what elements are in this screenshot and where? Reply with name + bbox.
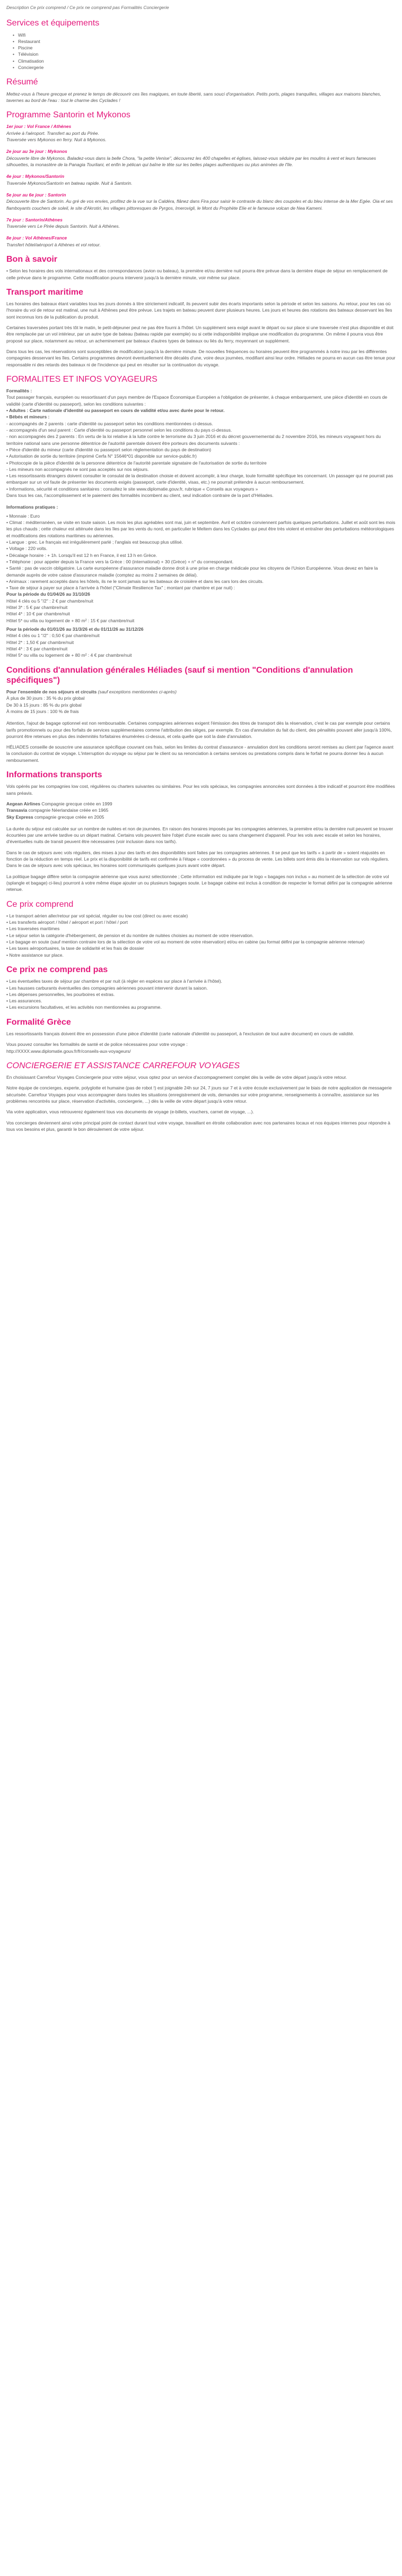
- day-text: Découverte libre de Mykonos. Baladez-vous dans la belle Chora, "la petite Venise", découvrez les 400 chapelles et églises, laissez-vous séduire par les moulins à vent et leurs fameuses silhouettes, la monastère de la Panagia Tourliani, et enfin le pélican qui baîne le tête sur les belles plages authentiques ou plus animées de l'île.: [6, 155, 376, 167]
- page-content: [0, 0, 402, 1142]
- resume-text: Mettez-vous à l'heure grecque et prenez le temps de découvrir ces îles magiques, en toute liberté, sans souci d'organisation. Petits ports, plages tranquilles, villages aux maisons blanches, tavernes au bord de l'eau : tout le charme des Cyclades !: [6, 91, 381, 103]
- resume-title: Résumé: [6, 78, 38, 87]
- info-line: • Voltage : 220 volts.: [6, 546, 48, 552]
- programme-day: [6, 148, 396, 168]
- formalites-line: • Les ressortissants étrangers doivent consulter le consulat de la destination choisie et doivent accomplir, à leur charge, toute formalité spécifique les concernant. Un passager qui ne pourrait pas embarquer sur un vol faute de présenter les documents exigés (passeport, carte d'identité, visas, etc.) ne pourrait prétendre à aucun remboursement.: [6, 473, 394, 485]
- airline-item: Aegean Airlines Compagnie grecque créée en 1999: [6, 801, 112, 806]
- ne-comprend-item: • Les éventuelles taxes de séjour par chambre et par nuit (à régler en espèces sur place à l'arrivée à l'hôtel).: [6, 978, 222, 984]
- formalites-line: • Bébés et mineurs :: [6, 414, 50, 420]
- transport-info-intro: Vols opérés par les compagnies low cost, régulières ou charters suivantes ou similaires. Pour les vols spéciaux, les compagnies annoncées sont données à titre indicatif et pourront être modifiées sans préavis.: [6, 784, 395, 796]
- comprend-item: • Le séjour selon la catégorie d'hébergement, de pension et du nombre de nuitées choisies au moment de votre réservation.: [6, 932, 254, 938]
- formalites-subtitle: Formalités :: [6, 388, 32, 394]
- programme-day: [6, 173, 396, 186]
- programme-title: Programme Santorin et Mykonos: [6, 110, 130, 120]
- formalites-line: • Adultes : Carte nationale d'identité ou passeport en cours de validité et/ou avec durée pour le retour.: [6, 408, 225, 413]
- formalites-line: • Informations, sécurité et conditions sanitaires : consultez le site www.diplomatie.gouv.fr, rubrique « Conseils aux voyageurs »: [6, 486, 258, 492]
- day-title: 8e jour : Vol Athènes/France: [6, 235, 67, 241]
- annulation-conditions: [6, 689, 396, 715]
- prix-comprend-list: [6, 913, 396, 958]
- formalites-line: • Autorisation de sortie du territoire (imprimé Cerfa N° 15646*01 disponible sur service-public.fr): [6, 453, 197, 459]
- airline-item: Sky Express compagnie grecque créée en 2005: [6, 814, 104, 820]
- bullet-icon: •: [13, 51, 14, 57]
- info-pratiques-title: Informations pratiques :: [6, 504, 58, 510]
- service-item: • Télévision: [13, 51, 39, 57]
- formalite-grece-text: Les ressortissants français doivent être en possession d'une pièce d'identité (carte nationale d'identité ou passeport, à l'exclusion de tout autre document) en cours de validité.: [6, 1031, 354, 1036]
- programme-day: [6, 217, 396, 230]
- info-line: • Langue : grec. Le français est irrégulièrement parlé ; l'anglais est beaucoup plus utilisé.: [6, 539, 183, 545]
- day-title: 4e jour : Mykonos/Santorin: [6, 174, 65, 179]
- annulation-intro-suffix: (sauf exceptions mentionnées ci-après): [97, 689, 177, 694]
- formalites-line: - Les mineurs non accompagnés ne sont pas acceptés sur nos séjours.: [6, 466, 149, 472]
- day-title: 5e jour au 6e jour : Santorin: [6, 192, 66, 198]
- conciergerie-paragraph: Via votre application, vous retrouverez également tous vos documents de voyage (e-billets, vouchers, carnet de voyage, ...).: [6, 1109, 254, 1115]
- formalite-grece-title: Formalité Grèce: [6, 1017, 71, 1027]
- bon-savoir-title: Bon à savoir: [6, 255, 58, 264]
- day-title: 1er jour : Vol France / Athènes: [6, 124, 72, 130]
- formalites-line: Tout passager français, européen ou ressortissant d'un pays membre de l'Espace Économique Européen a l'obligation de présenter, à chaque embarquement, une pièce d'identité en cours de validité (carte d'identité ou passeport), selon les conditions suivantes :: [6, 394, 388, 407]
- tax-rate: Hôtel 4 clés ou 1 "/2" : 0,50 € par chambre/nuit: [6, 633, 100, 639]
- bullet-icon: •: [13, 58, 14, 64]
- conciergerie-paragraph: En choisissant Carrefour Voyages Conciergerie pour votre séjour, vous optez pour un service d'accompagnement complet dès la veille de votre départ jusqu'à votre retour.: [6, 1075, 347, 1080]
- comprend-item: • Notre assistance sur place.: [6, 952, 64, 958]
- prix-ne-comprend-title: Ce prix ne comprend pas: [6, 965, 108, 974]
- day-title: 2e jour au 3e jour : Mykonos: [6, 149, 67, 154]
- transport-info-paragraph: La durée du séjour est calculée sur un nombre de nuitées et non de journées. En raison des horaires imposés par les compagnies aériennes, la première et/ou la dernière nuit peuvent se trouver écourtées par une arrivée tardive ou un départ matinal. Certains vols peuvent faire l'objet d'une escale avec ou sans changement d'appareil. Pour les vols avec escale et selon les horaires, d'éventuelles nuits de transit peuvent être nécessaires (voir inclusion dans nos tarifs).: [6, 826, 394, 845]
- transport-info-paragraph: La politique bagage diffère selon la compagnie aérienne que vous aurez sélectionnée ; Cette information est indiquée par le logo « bagages non inclus » au moment de la sélection de votre vol (splangle et bagage) ci-lieu) pourront à votre même étape ajouter un ou plusieurs bagages soute. Le bagage cabine est inclus à condition de respecter le format défini par la compagnie aérienne retenue.: [6, 873, 392, 892]
- formalites-line: Dans tous les cas, l'accomplissement et le paiement des formalités incombent au client, seul indication contraire de la part d'Héliades.: [6, 493, 274, 499]
- airline-item: Transavia compagnie Néerlandaise créée en 1965: [6, 808, 109, 813]
- tax-period: Pour la période du 01/04/26 au 31/10/26: [6, 591, 90, 597]
- transport-info-paragraph: Dans le cas de séjours avec vols réguliers, des mises à jour des tarifs et des disponibilités sont faites par les compagnies aériennes. Il se peut que les tarifs « à partir de » soient réajustés en fonction de la réduction en temps réel. Le prix et la disponibilité de tarifs est confirmée à l'étape « coordonnées » du process de vente. Les billets sont émis dès la réservation sur vols réguliers. Dans le cas de séjours avec vols spéciaux, les horaires sont communiqués quelques jours avant votre départ.: [6, 849, 389, 869]
- formalites-line: - accompagnés de 2 parents : carte d'identité ou passeport selon les conditions mentionnées ci-dessus.: [6, 420, 213, 426]
- programme-day: [6, 235, 396, 248]
- ne-comprend-item: • Les hausses carburants éventuelles des compagnies aériennes pouvant intervenir durant la saison.: [6, 985, 208, 991]
- info-line: • Téléphone : pour appeler depuis la France vers la Grèce : 00 (international) + 30 (Grèce) + n° du correspondant.: [6, 559, 234, 564]
- tax-line: • Taxe de séjour à payer sur place à l'arrivée à l'hôtel ("Climate Resilience Tax" ; montant par chambre et par nuit) :: [6, 585, 235, 591]
- tax-rate: Hôtel 3* : 5 € par chambre/nuit: [6, 605, 68, 611]
- services-list: [6, 32, 396, 71]
- bullet-icon: •: [13, 38, 14, 44]
- service-item: • Climatisation: [13, 58, 44, 64]
- day-text: Découverte libre de Santorin. Au gré de vos envies, profitez de la vue sur la Caldéra, flânez dans Fira pour saisir le contraste du blanc des coupoles et du bleu intense de la Mer Egée. Oia et ses flamboyants couchers de soleil, le site d'Akrotiri, les villages pittoresques de Pyrgos, Imerovigli, le Mont du Prophète Elie et le fameuse volcan de Nea Kameni.: [6, 199, 393, 211]
- tax-rate: Hôtel 5* ou villa ou logement de + 80 m² : 4 € par chambre/nuit: [6, 652, 132, 658]
- formalites-title: FORMALITES ET INFOS VOYAGEURS: [6, 374, 158, 384]
- tax-rate: Hôtel 4 clés ou 5 "/2" : 2 € par chambre/nuit: [6, 598, 93, 604]
- annulation-title: Conditions d'annulation générales Héliades (sauf si mention "Conditions d'annulation spécifiques"): [6, 665, 353, 685]
- info-line: • Santé : pas de vaccin obligatoire. La carte européenne d'assurance maladie donne droit à une prise en charge médicale pour les citoyens de l'Union Européenne. Vous devez en faire la demande auprès de votre caisse d'assurance maladie (comptez au moins 2 semaines de délai).: [6, 565, 378, 578]
- tax-rate: Hôtel 5* ou villa ou logement de + 80 m² : 15 € par chambre/nuit: [6, 617, 135, 623]
- tax-rate: Hôtel 2* : 1,50 € par chambre/nuit: [6, 639, 74, 645]
- comprend-item: • Le transport aérien aller/retour par vol spécial, régulier ou low cost (direct ou avec escale): [6, 913, 188, 918]
- day-text: Arrivée à l'aéroport. Transfert au port du Pirée. Traversée vers Mykonos en ferry. Nuit à Mykonos.: [6, 130, 107, 142]
- formalites-line: • Photocopie de la pièce d'identité de la personne détentrice de l'autorité parentale signataire de l'autorisation de sortie du territoire: [6, 460, 267, 466]
- annulation-intro: Pour l'ensemble de nos séjours et circuits: [6, 689, 97, 694]
- day-text: Transfert hôtel/aéroport à Athènes et vol retour.: [6, 242, 101, 247]
- bon-savoir-text: • Selon les horaires des vols internationaux et des correspondances (avion ou bateau), la première et/ou dernière nuit pourra être prévue dans la dernière étape de séjour en remplacement de celle prévue dans le programme. Cette modification pourra intervenir jusqu'à la dernière minute, voir même sur place.: [6, 268, 388, 280]
- tab-description-line: Description Ce prix comprend / Ce prix ne comprend pas Formalités Conciergerie: [6, 5, 169, 10]
- transport-maritime-title: Transport maritime: [6, 287, 83, 297]
- transport-paragraph: Les horaires des bateaux étant variables tous les jours donnés à titre strictement indicatif, ils peuvent subir des écarts importants selon la période et selon les saisons. Au retour, pour les cas où l'horaire du vol de retour est matinal, une nuit à Athènes peut être prévue. Les trajets en bateau peuvent durer plusieurs heures. Les jours et heures des rotations des bateaux desservant les îles sont inconnus lors de la publication du produit.: [6, 301, 392, 320]
- annulation-line: De 30 à 15 jours : 85 % du prix global: [6, 702, 82, 708]
- comprend-item: • Les transferts aéroport / hôtel / aéroport et port / hôtel / port: [6, 920, 128, 925]
- bullet-icon: •: [13, 65, 14, 71]
- programme-day: [6, 123, 396, 143]
- transport-paragraph: Dans tous les cas, les réservations sont susceptibles de modification jusqu'à la dernière minute. De nouvelles fréquences ou horaires peuvent être programmés à notre insu par les différentes compagnies desservant les îles. Certains programmes devront éventuellement être décalés d'une, voire deux journées, modifiant ainsi leur ordre. Héliades ne pourra en aucun cas être tenue pour responsable ni des retards des bateaux ni de l'incidence qui peut en résulter sur la continuation du voyage.: [6, 348, 396, 367]
- services-title: Services et équipements: [6, 19, 100, 28]
- annulation-paragraph: Attention, l'ajout de bagage optionnel est non remboursable. Certaines compagnies aériennes exigent l'émission des titres de transport dès la réservation, c'est le cas par exemple pour certains tarifs promotionnels ou pour des forfaits de services supplémentaires comme l'attribution des sièges, par exemple. En cas d'annulation du fait du client, des pénalités pouvant aller jusqu'à 100%, pourront être retenues en plus des indemnités forfaitaires énumérées ci-dessus, et cela quelle que soit la date d'annulation.: [6, 720, 392, 739]
- info-line: • Décalage horaire : + 1h. Lorsqu'il est 12 h en France, il est 13 h en Grèce.: [6, 552, 158, 558]
- annulation-line: À moins de 15 jours : 100 % de frais: [6, 708, 79, 714]
- ne-comprend-item: • Les assurances.: [6, 998, 42, 1004]
- ne-comprend-item: • Les dépenses personnelles, les pourboires et extras.: [6, 991, 115, 997]
- programme-day: [6, 192, 396, 211]
- diplomatie-link[interactable]: http://XXXX.www.diplomatie.gouv.fr/fr/conseils-aux-voyageurs/: [6, 1048, 131, 1054]
- formalites-line: - accompagnés d'un seul parent : Carte d'identité ou passeport personnel selon les conditions du pays ci-dessus.: [6, 427, 232, 433]
- formalites-line: • Pièce d'identité du mineur (carte d'identité ou passeport selon réglementation du pays de destination): [6, 446, 212, 452]
- annulation-paragraph: HÉLIADES conseille de souscrire une assurance spécifique couvrant ces frais, selon les limites du contrat d'assurance - annulation dont les conditions seront remises au client par l'agence avant la conclusion du contrat de voyage. L'interruption du voyage ou séjour par le client ou sa renonciation à certains services ou prestations compris dans le forfait ne pourra donner lieu à aucun remboursement.: [6, 744, 394, 763]
- annulation-line: À plus de 30 jours : 35 % du prix global: [6, 695, 85, 701]
- service-item: • Restaurant: [13, 38, 40, 44]
- conciergerie-paragraph: Notre équipe de concierges, experte, polyglotte et humaine (pas de robot !) est joignable 24h sur 24, 7 jours sur 7 et à votre écoute exclusivement par le biais de notre application de messagerie sécurisée. Carrefour Voyages pour vous accompagner dans toutes les situations (enregistrement de vols, demandes sur votre programme, renseignements à connaître, assistance sur les problèmes rencontrés sur place, réservation d'activités, conciergerie, ...) dès la veille de votre départ jusqu'à votre retour.: [6, 1085, 392, 1104]
- tax-rate: Hôtel 4* : 3 € par chambre/nuit: [6, 646, 68, 651]
- prix-ne-comprend-list: [6, 978, 396, 1011]
- service-item: • Wifi: [13, 32, 26, 38]
- day-text: Traversée vers Le Pirée depuis Santorin. Nuit à Athènes.: [6, 224, 120, 229]
- conciergerie-title: CONCIERGERIE ET ASSISTANCE CARREFOUR VOYAGES: [6, 1061, 240, 1070]
- formalites-list: [6, 394, 396, 499]
- bullet-icon: •: [13, 32, 14, 38]
- prix-comprend-title: Ce prix comprend: [6, 899, 74, 909]
- formalite-grece-text: Vous pouvez consulter les formalités de santé et de police nécessaires pour votre voyage : http://XXXX.www.diplomatie.gouv.fr/fr/conseils-aux-voyageurs/: [6, 1041, 396, 1054]
- comprend-item: • Les traversées maritimes: [6, 926, 60, 932]
- day-text: Traversée Mykonos/Santorin en bateau rapide. Nuit à Santorin.: [6, 180, 133, 186]
- airline-list: [6, 801, 396, 820]
- info-line: • Climat : méditerranéen, se visite en toute saison. Les mois les plus agréables sont mai, juin et septembre. Avril et octobre conviennent parfois quelques perturbations. Juillet et août sont les mois les plus chauds ; cette chaleur est atténuée dans les îles par les vents du nord, en particulier le Meltem dans les Cyclades qui peut être très violent et entraîner des perturbations météorologiques et modifications des rotations maritimes ou aériennes.: [6, 520, 396, 538]
- tax-rate: Hôtel 4* : 10 € par chambre/nuit: [6, 611, 71, 617]
- formalites-line: - non accompagnés des 2 parents : En vertu de la loi relative à la lutte contre le terrorisme du 3 juin 2016 et du décret gouvernemental du 2 novembre 2016, les mineurs voyageant hors du territoire national sans une personne détentrice de l'autorité parentale doivent être porteurs des documents suivants :: [6, 434, 381, 446]
- bullet-icon: •: [13, 45, 14, 51]
- ne-comprend-item: • Les excursions facultatives, et les activités non mentionnées au programme.: [6, 1004, 162, 1010]
- tax-period: Pour la période du 01/01/26 au 31/3/26 et du 01/11/26 au 31/12/26: [6, 626, 144, 632]
- transport-paragraph: Certaines traversées portant très tôt le matin, le petit-déjeuner peut ne pas être fourni à l'hôtel. Un supplément sera exigé avant le départ ou sur place si une traversée n'est plus disponible et doit être remplacée par un vol intérieur, par un autre type de bateau (bateau rapide par exemple) ou si cette indisponibilité implique une modification du programme. On même il pourra vous être proposé sur place, notamment au retour, un acheminement par bateaux d'autres types de bateaux ou liés du ferry, moyennant un supplément.: [6, 325, 394, 344]
- info-line: • Animaux : rarement acceptés dans les hôtels, ils ne le sont jamais sur les bateaux de croisière et dans les cars lors des circuits.: [6, 578, 264, 584]
- comprend-item: • Le bagage en soute (sauf mention contraire lors de la sélection de votre vol au moment de votre réservation) et/ou en cabine (au format défini par la compagnie aérienne retenue): [6, 939, 365, 945]
- info-line: • Monnaie : Euro: [6, 513, 40, 519]
- conciergerie-paragraph: Vos concierges deviennent ainsi votre principal point de contact durant tout votre voyage, travaillant en étroite collaboration avec nos partenaires locaux et nos équipes internes pour répondre à tous vos besoins et plus, garantir le bon déroulement de votre séjour.: [6, 1120, 390, 1132]
- transport-info-title: Informations transports: [6, 770, 102, 780]
- service-item: • Piscine: [13, 45, 33, 51]
- service-item: • Conciergerie: [13, 65, 44, 71]
- day-title: 7e jour : Santorin/Athènes: [6, 217, 63, 222]
- info-pratiques-list: [6, 513, 396, 659]
- comprend-item: • Les taxes aéroportuaires, la taxe de solidarité et les frais de dossier: [6, 946, 144, 951]
